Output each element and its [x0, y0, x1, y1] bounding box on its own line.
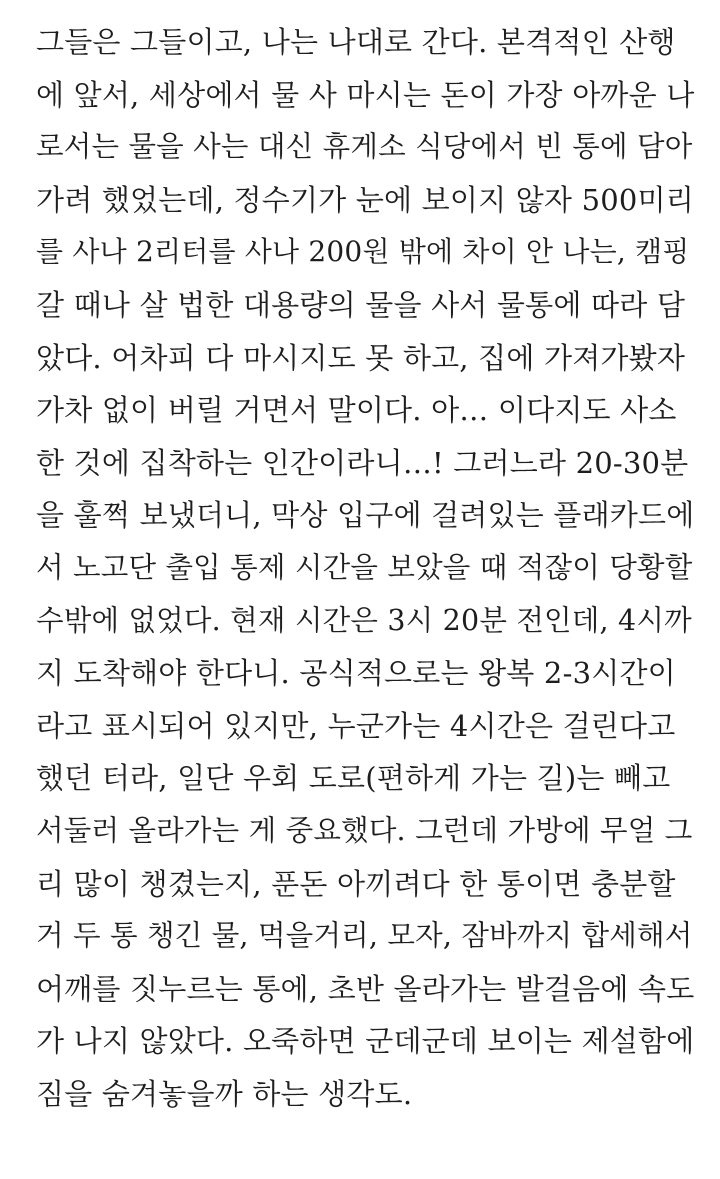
text-line: 을 훌쩍 보냈더니, 막상 입구에 걸려있는 플래카드에: [36, 498, 695, 533]
text-line: 갈 때나 살 법한 대용량의 물을 사서 물통에 따라 담: [36, 287, 686, 322]
text-line: 짐을 숨겨놓을까 하는 생각도.: [36, 1076, 413, 1111]
text-line: 았다. 어차피 다 마시지도 못 하고, 집에 가져가봤자: [36, 340, 686, 375]
text-line: 그들은 그들이고, 나는 나대로 간다. 본격적인 산행: [36, 25, 676, 59]
text-line: 리 많이 챙겼는지, 푼돈 아끼려다 한 통이면 충분할: [36, 866, 676, 901]
text-line: 했던 터라, 일단 우회 도로(편하게 가는 길)는 빼고: [36, 761, 671, 796]
text-line: 서둘러 올라가는 게 중요했다. 그런데 가방에 무얼 그: [36, 813, 693, 847]
text-line: 어깨를 짓누르는 통에, 초반 올라가는 발걸음에 속도: [36, 971, 695, 1006]
text-line: 를 사나 2리터를 사나 200원 밖에 차이 안 나는, 캠핑: [36, 235, 690, 269]
text-line: 수밖에 없었다. 현재 시간은 3시 20분 전인데, 4시까: [36, 603, 692, 637]
text-line: 서 노고단 출입 통제 시간을 보았을 때 적잖이 당황할: [36, 550, 693, 584]
text-line: 한 것에 집착하는 인간이라니…! 그러느라 20-30분: [36, 445, 689, 480]
text-line: 지 도착해야 한다니. 공식적으로는 왕복 2-3시간이: [36, 656, 676, 691]
text-line: 거 두 통 챙긴 물, 먹을거리, 모자, 잠바까지 합세해서: [36, 919, 693, 953]
text-line: 로서는 물을 사는 대신 휴게소 식당에서 빈 통에 담아: [36, 130, 693, 164]
text-line: 에 앞서, 세상에서 물 사 마시는 돈이 가장 아까운 나: [36, 77, 695, 112]
text-line: 가려 했었는데, 정수기가 눈에 보이지 않자 500미리: [36, 182, 694, 217]
text-line: 가 나지 않았다. 오죽하면 군데군데 보이는 제설함에: [36, 1024, 695, 1059]
text-line: 가차 없이 버릴 거면서 말이다. 아… 이다지도 사소: [36, 393, 677, 428]
article-body: [36, 16, 696, 1120]
text-line: 라고 표시되어 있지만, 누군가는 4시간은 걸린다고: [36, 708, 676, 743]
